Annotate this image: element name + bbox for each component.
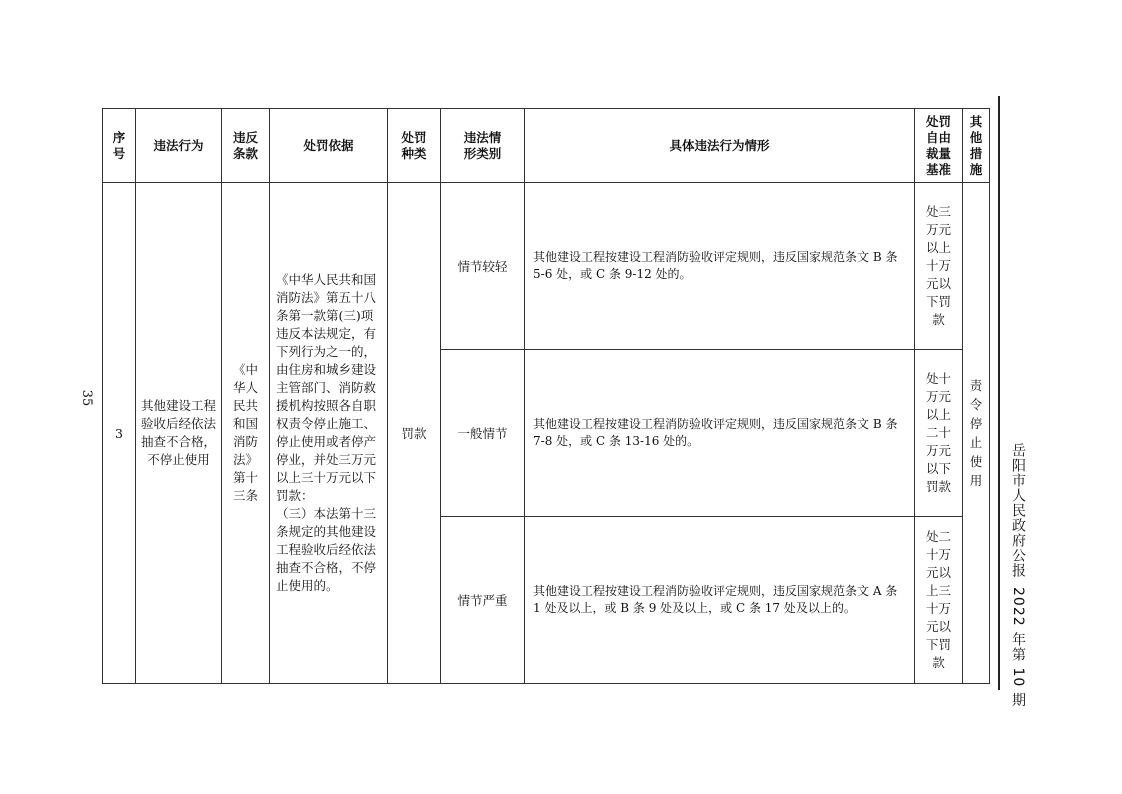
cell-violation: 其他建设工程验收后经依法抽查不合格，不停止使用 [136, 183, 222, 684]
header-category: 违法情形类别 [441, 109, 525, 183]
table-row [103, 183, 990, 350]
cell-condition-2: 其他建设工程按建设工程消防验收评定规则，违反国家规范条文 B 条 7-8 处，或 C 条 13-16 处的。 [525, 350, 915, 517]
journal-issue: 2022 年第 10 期 [1010, 587, 1026, 708]
cell-standard-2: 处十万元以上二十万元以下罚款 [915, 350, 963, 517]
header-clause: 违反条款 [222, 109, 270, 183]
header-standard: 处罚自由裁量基准 [915, 109, 963, 183]
header-violation: 违法行为 [136, 109, 222, 183]
cell-basis: 《中华人民共和国消防法》第五十八条第一款第(三)项 违反本法规定，有下列行为之一的，由住房和城乡建设主管部门、消防救援机构按照各自职权责令停止施工、停止使用或者停产停业，并处三万元以上三十万元以下罚款： （三）本法第十三条规定的其他建设工程验收后经依法抽查不合格，不停止使用的。 [270, 183, 388, 684]
cell-category-2: 一般情节 [441, 350, 525, 517]
cell-penalty-type: 罚款 [388, 183, 441, 684]
cell-category-1: 情节较轻 [441, 183, 525, 350]
header-penalty-type: 处罚种类 [388, 109, 441, 183]
cell-condition-3: 其他建设工程按建设工程消防验收评定规则，违反国家规范条文 A 条 1 处及以上，或 B 条 9 处及以上，或 C 条 17 处及以上的。 [525, 517, 915, 684]
cell-standard-3: 处二十万元以上三十万元以下罚款 [915, 517, 963, 684]
page-number: 35 [79, 389, 94, 407]
cell-other-measures: 责令停止使用 [963, 183, 990, 684]
cell-category-3: 情节严重 [441, 517, 525, 684]
penalty-standard-table [102, 108, 990, 684]
cell-condition-1: 其他建设工程按建设工程消防验收评定规则，违反国家规范条文 B 条 5-6 处，或 C 条 9-12 处的。 [525, 183, 915, 350]
cell-standard-1: 处三万元以上十万元以下罚款 [915, 183, 963, 350]
header-condition: 具体违法行为情形 [525, 109, 915, 183]
margin-rule [998, 96, 1000, 690]
header-row [103, 109, 990, 183]
header-basis: 处罚依据 [270, 109, 388, 183]
journal-title: 岳阳市人民政府公报 [1010, 443, 1026, 578]
header-seq: 序号 [103, 109, 136, 183]
header-other: 其他措施 [963, 109, 990, 183]
cell-clause: 《中华人民共和国消防法》第十三条 [222, 183, 270, 684]
cell-seq: 3 [103, 183, 136, 684]
